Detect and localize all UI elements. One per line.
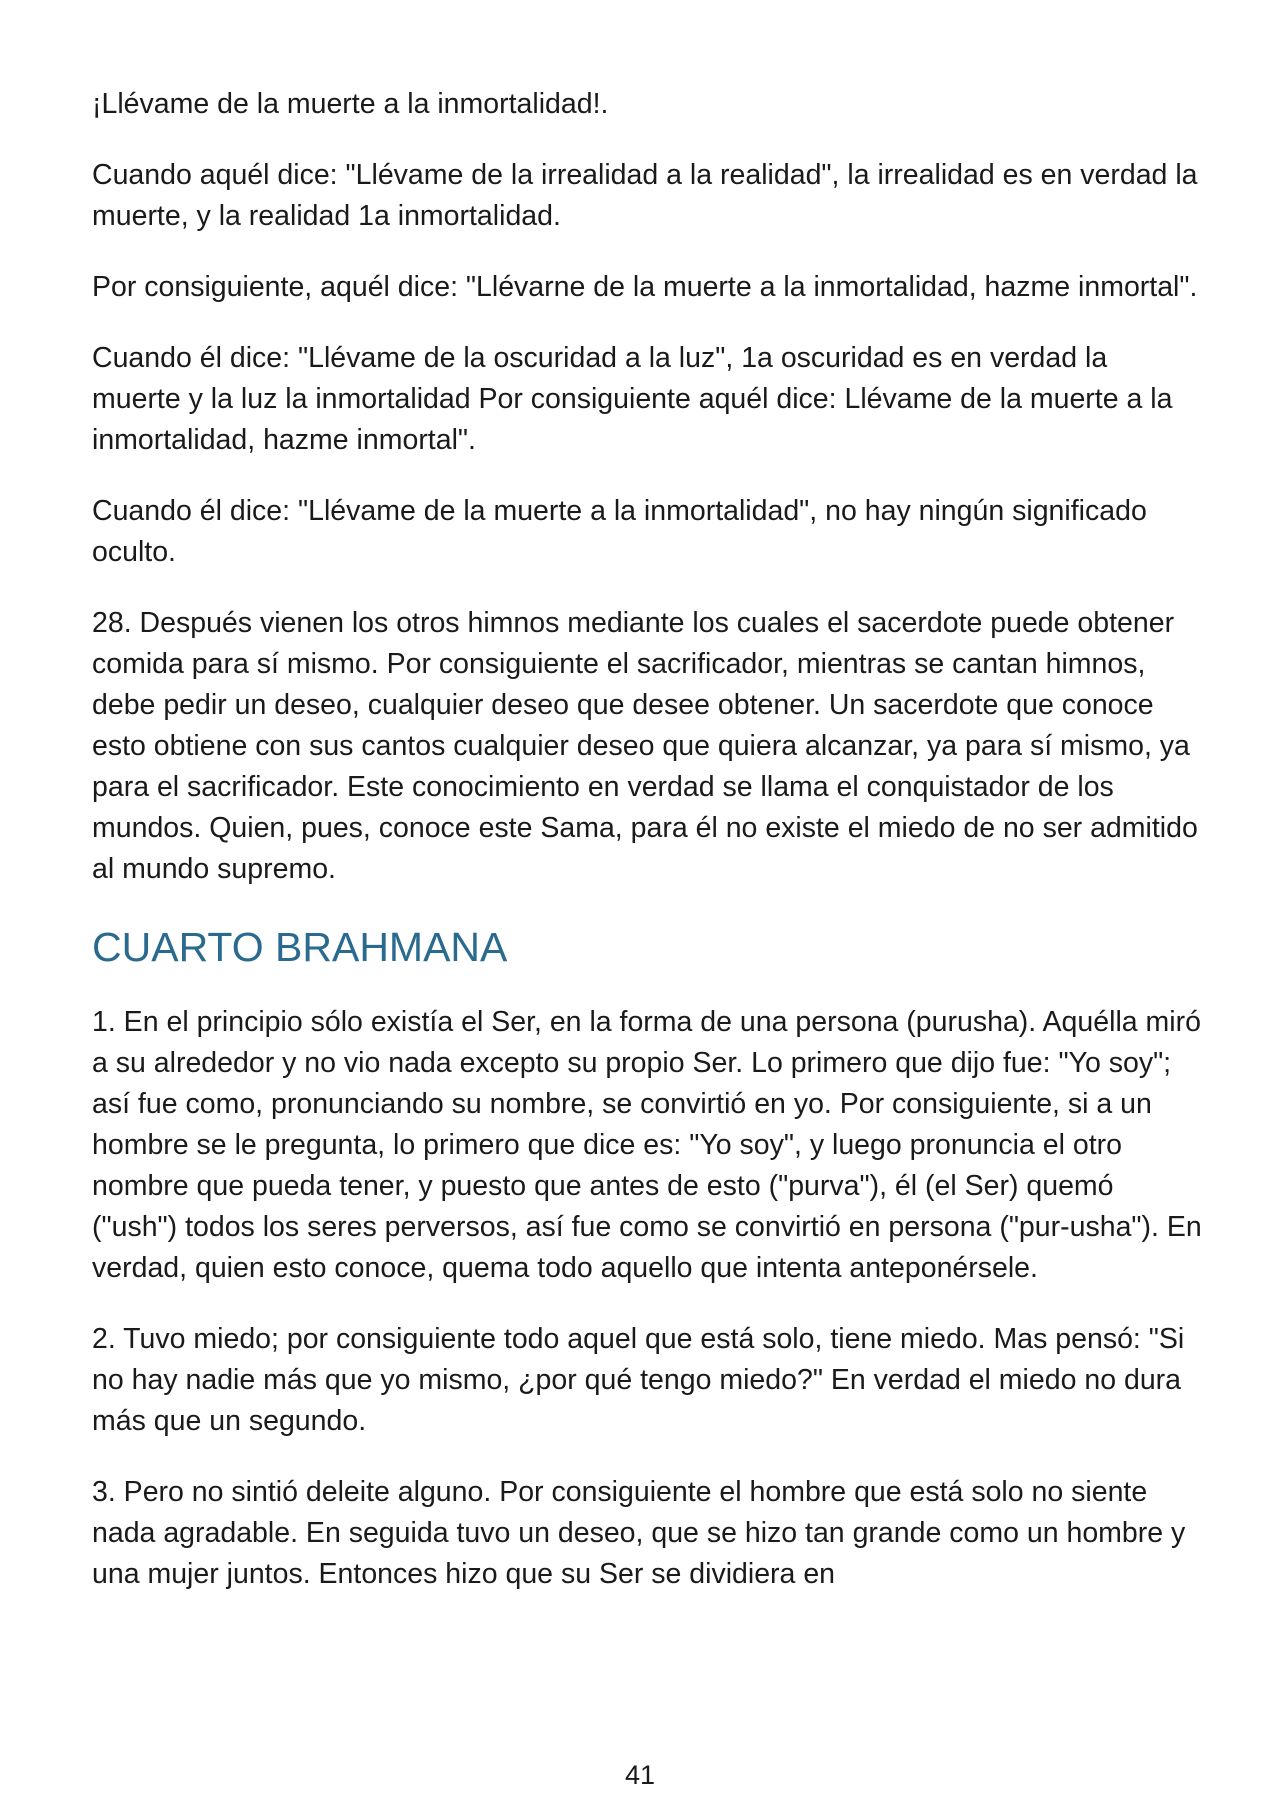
paragraph: Cuando aquél dice: "Llévame de la irrealidad a la realidad", la irrealidad es en verdad la muerte, y la realidad 1a inmortalidad. bbox=[92, 159, 1198, 232]
page-content bbox=[92, 84, 1202, 1625]
paragraph: 1. En el principio sólo existía el Ser, en la forma de una persona (purusha). Aquélla miró a su alrededor y no vio nada excepto su propio Ser. Lo primero que dijo fue: "Yo soy"; así fue como, pronunciando su nombre, se convirtió en yo. Por consiguiente, si a un hombre se le pregunta, lo primero que dice es: "Yo soy", y luego pronuncia el otro nombre que pueda tener, y puesto que antes de esto ("purva"), él (el Ser) quemó ("ush") todos los seres perversos, así fue como se convirtió en persona ("pur-usha"). En verdad, quien esto conoce, quema todo aquello que intenta anteponérsele. bbox=[92, 1006, 1202, 1284]
section-heading: CUARTO BRAHMANA bbox=[92, 924, 508, 970]
paragraph: ¡Llévame de la muerte a la inmortalidad!. bbox=[92, 88, 609, 120]
paragraph: Cuando él dice: "Llévame de la oscuridad a la luz", 1a oscuridad es en verdad la muerte y la luz la inmortalidad Por consiguiente aquél dice: Llévame de la muerte a la inmortalidad, hazme inmortal". bbox=[92, 342, 1173, 456]
paragraph: Por consiguiente, aquél dice: "Llévarne de la muerte a la inmortalidad, hazme inmortal". bbox=[92, 271, 1198, 303]
paragraph: 3. Pero no sintió deleite alguno. Por consiguiente el hombre que está solo no siente nada agradable. En seguida tuvo un deseo, que se hizo tan grande como un hombre y una mujer juntos. Entonces hizo que su Ser se dividiera en bbox=[92, 1476, 1186, 1590]
paragraph: Cuando él dice: "Llévame de la muerte a la inmortalidad", no hay ningún significado oculto. bbox=[92, 495, 1147, 568]
paragraph: 28. Después vienen los otros himnos mediante los cuales el sacerdote puede obtener comida para sí mismo. Por consiguiente el sacrificador, mientras se cantan himnos, debe pedir un deseo, cualquier deseo que desee obtener. Un sacerdote que conoce esto obtiene con sus cantos cualquier deseo que quiera alcanzar, ya para sí mismo, ya para el sacrificador. Este conocimiento en verdad se llama el conquistador de los mundos. Quien, pues, conoce este Sama, para él no existe el miedo de no ser admitido al mundo supremo. bbox=[92, 607, 1198, 885]
page-number: 41 bbox=[624, 1760, 656, 1790]
paragraph: 2. Tuvo miedo; por consiguiente todo aquel que está solo, tiene miedo. Mas pensó: "Si no hay nadie más que yo mismo, ¿por qué tengo miedo?" En verdad el miedo no dura más que un segundo. bbox=[92, 1323, 1185, 1437]
